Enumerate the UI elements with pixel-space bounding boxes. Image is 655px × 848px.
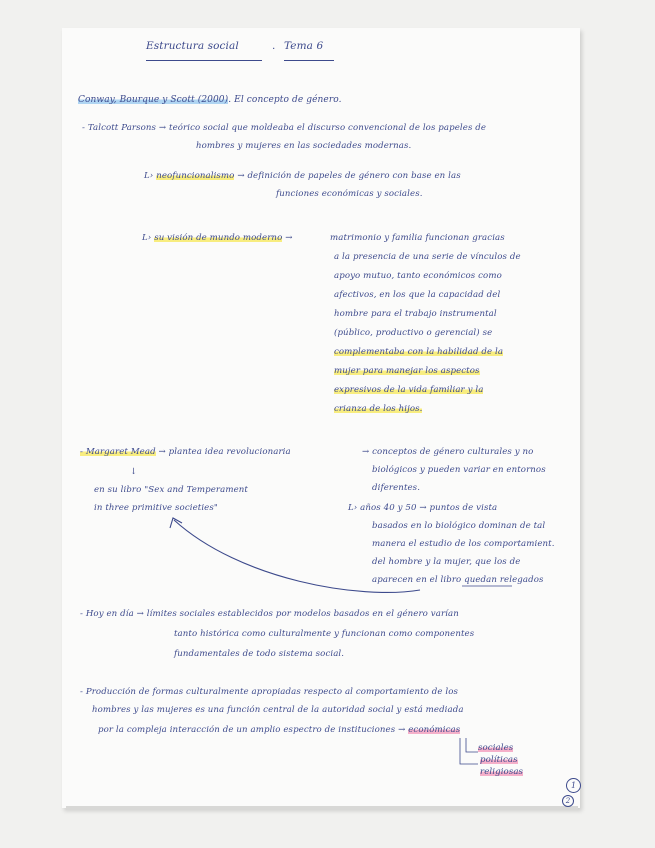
parsons-sub2-term: su visión de mundo moderno bbox=[154, 233, 283, 243]
down-arrow: ↓ bbox=[130, 467, 138, 477]
parsons-sub2-l8: expresivos de la vida familiar y la bbox=[334, 385, 484, 395]
parsons-sub2-l6: complementaba con la habilidad de la bbox=[334, 347, 504, 357]
source-authors: Conway, Bourque y Scott (2000) bbox=[78, 95, 229, 105]
today-line1: - Hoy en día → límites sociales establecidos por modelos basados en el género varían bbox=[80, 609, 459, 619]
institution-economicas: económicas bbox=[408, 725, 461, 735]
mead-book2: in three primitive societies" bbox=[94, 503, 218, 513]
parsons-sub2-l7: mujer para manejar los aspectos bbox=[334, 366, 480, 376]
mead-right3: diferentes. bbox=[372, 483, 421, 493]
parsons-sub1: L› neofuncionalismo → definición de papeles de género con base en las bbox=[144, 171, 461, 181]
title-separator: . bbox=[272, 40, 276, 52]
title-left: Estructura social bbox=[146, 40, 239, 52]
parsons-sub2-l5: (público, productivo o gerencial) se bbox=[334, 328, 493, 338]
page-number: 1 bbox=[566, 778, 581, 793]
mead-sub-l4: aparecen en el libro quedan relegados bbox=[372, 575, 544, 585]
parsons-sub1-line2: funciones económicas y sociales. bbox=[276, 189, 423, 199]
institution-politicas: políticas bbox=[480, 755, 518, 765]
source-rest: . El concepto de género. bbox=[228, 95, 342, 105]
mead-sub-l2: manera el estudio de los comportamient. bbox=[372, 539, 555, 549]
parsons-sub2-l0: matrimonio y familia funcionan gracias bbox=[330, 233, 505, 243]
today-line3: fundamentales de todo sistema social. bbox=[174, 649, 345, 659]
mead-right2: biológicos y pueden variar en entornos bbox=[372, 465, 546, 475]
parsons-sub2-l2: apoyo mutuo, tanto económicos como bbox=[334, 271, 502, 281]
mead-sub-l3: del hombre y la mujer, que los de bbox=[372, 557, 521, 567]
parsons-line1: - Talcott Parsons → teórico social que moldeaba el discurso convencional de los papeles de bbox=[82, 123, 487, 133]
parsons-sub2-l3: afectivos, en los que la capacidad del bbox=[334, 290, 501, 300]
parsons-sub2: L› su visión de mundo moderno → bbox=[142, 233, 293, 243]
mead-middle: → plantea idea revolucionaria bbox=[158, 447, 291, 457]
institution-religiosas: religiosas bbox=[480, 767, 524, 777]
production-line3: por la compleja interacción de un amplio espectro de instituciones → económicas bbox=[98, 725, 461, 735]
mead-name: - Margaret Mead bbox=[80, 447, 156, 457]
parsons-sub2-l9: crianza de los hijos. bbox=[334, 404, 423, 414]
mead-right1: → conceptos de género culturales y no bbox=[362, 447, 534, 457]
parsons-sub1-term: neofuncionalismo bbox=[156, 171, 235, 181]
parsons-line2: hombres y mujeres en las sociedades modernas. bbox=[196, 141, 412, 151]
mead-book1: en su libro "Sex and Temperament bbox=[94, 485, 248, 495]
production-line1: - Producción de formas culturalmente apropiadas respecto al comportamiento de los bbox=[80, 687, 458, 697]
today-line2: tanto histórica como culturalmente y funcionan como componentes bbox=[174, 629, 475, 639]
page-number-back: 2 bbox=[562, 795, 574, 807]
parsons-sub1-mid: → definición de papeles de género con base en las bbox=[237, 171, 461, 181]
institution-sociales: sociales bbox=[478, 743, 514, 753]
parsons-sub2-l1: a la presencia de una serie de vínculos de bbox=[334, 252, 521, 262]
parsons-sub2-arrow: → bbox=[285, 233, 293, 243]
mead-sub-l1: basados en lo biológico dominan de tal bbox=[372, 521, 546, 531]
mead-sub-l0: L› años 40 y 50 → puntos de vista bbox=[348, 503, 498, 513]
title-right: Tema 6 bbox=[284, 40, 324, 52]
production-line2: hombres y las mujeres es una función central de la autoridad social y está mediada bbox=[92, 705, 464, 715]
parsons-sub2-l4: hombre para el trabajo instrumental bbox=[334, 309, 497, 319]
